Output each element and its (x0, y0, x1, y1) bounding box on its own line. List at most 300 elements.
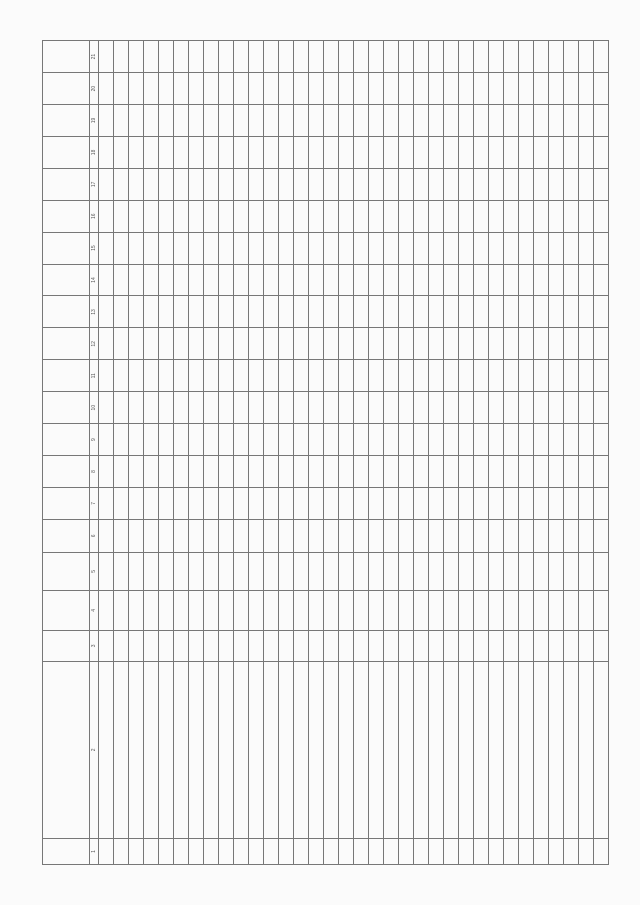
table-cell (309, 392, 324, 424)
table-cell (564, 296, 579, 328)
table-cell (414, 73, 429, 105)
table-cell (249, 424, 264, 456)
table-cell (324, 73, 339, 105)
table-cell (519, 73, 534, 105)
table-cell (579, 41, 594, 73)
table-cell-year (384, 630, 399, 661)
table-cell (264, 264, 279, 296)
table-cell (309, 360, 324, 392)
table-cell-area (549, 590, 564, 630)
table-cell (174, 168, 189, 200)
table-row (99, 41, 114, 865)
table-cell (219, 136, 234, 168)
table-cell (549, 73, 564, 105)
table-cell (519, 424, 534, 456)
table-cell (174, 392, 189, 424)
table-cell (354, 264, 369, 296)
table-cell (189, 264, 204, 296)
table-cell (204, 392, 219, 424)
table-row (549, 41, 564, 865)
table-cell (459, 41, 474, 73)
table-cell-n (264, 839, 279, 865)
table-cell-live (564, 552, 579, 590)
table-cell (594, 519, 609, 552)
header-cell (43, 73, 90, 105)
header-cell (43, 456, 90, 488)
table-cell-n (579, 839, 594, 865)
table-cell (324, 519, 339, 552)
table-cell (249, 328, 264, 360)
table-cell-area (129, 590, 144, 630)
table-cell-addr (474, 661, 489, 838)
table-cell (294, 487, 309, 519)
table-cell-n (399, 839, 414, 865)
table-cell (339, 360, 354, 392)
table-cell-addr (504, 661, 519, 838)
table-cell (204, 360, 219, 392)
table-cell (504, 487, 519, 519)
table-cell (414, 168, 429, 200)
table-cell-live (399, 552, 414, 590)
column-number-cell: 2 (90, 661, 99, 838)
table-cell-year (369, 630, 384, 661)
table-cell (309, 296, 324, 328)
table-cell (159, 392, 174, 424)
table-cell (564, 328, 579, 360)
table-cell-n (369, 839, 384, 865)
table-cell (579, 392, 594, 424)
table-cell-live (534, 552, 549, 590)
table-cell-live (444, 552, 459, 590)
table-cell (534, 519, 549, 552)
table-cell (369, 519, 384, 552)
table-cell (594, 392, 609, 424)
table-cell-area (144, 590, 159, 630)
table-cell-n (189, 839, 204, 865)
table-cell (564, 456, 579, 488)
table-cell (369, 328, 384, 360)
table-cell (579, 424, 594, 456)
table-cell (594, 296, 609, 328)
table-cell (279, 200, 294, 232)
table-cell-year (129, 630, 144, 661)
table-cell (309, 200, 324, 232)
table-cell (174, 136, 189, 168)
table-cell (114, 136, 129, 168)
table-cell (99, 519, 114, 552)
table-cell-year (564, 630, 579, 661)
table-cell (279, 360, 294, 392)
table-cell-year (114, 630, 129, 661)
table-cell (294, 328, 309, 360)
table-cell (339, 200, 354, 232)
table-cell (444, 232, 459, 264)
table-cell-n (114, 839, 129, 865)
table-cell-n (249, 839, 264, 865)
header-cell (43, 424, 90, 456)
table-cell (399, 264, 414, 296)
table-cell (144, 200, 159, 232)
table-cell-live (369, 552, 384, 590)
table-cell-area (519, 590, 534, 630)
table-cell-addr (234, 661, 249, 838)
table-cell (219, 168, 234, 200)
table-cell (399, 73, 414, 105)
table-cell (459, 232, 474, 264)
table-cell (549, 168, 564, 200)
table-cell (174, 200, 189, 232)
table-cell (414, 105, 429, 137)
table-cell (594, 487, 609, 519)
table-cell-live (264, 552, 279, 590)
table-row (279, 41, 294, 865)
table-cell (534, 168, 549, 200)
table-cell (189, 168, 204, 200)
table-cell (399, 456, 414, 488)
table-cell-area (159, 590, 174, 630)
table-cell (129, 328, 144, 360)
table-cell (489, 360, 504, 392)
table-cell (174, 41, 189, 73)
table-cell-n (534, 839, 549, 865)
column-number-cell: 7 (90, 487, 99, 519)
table-cell (519, 487, 534, 519)
table-cell (504, 360, 519, 392)
table-cell-area (174, 590, 189, 630)
table-cell (504, 456, 519, 488)
table-row (249, 41, 264, 865)
table-cell-year (429, 630, 444, 661)
table-row (564, 41, 579, 865)
table-cell (264, 200, 279, 232)
table-cell (339, 41, 354, 73)
table-cell (414, 200, 429, 232)
table-cell (309, 487, 324, 519)
column-number-cell: 9 (90, 424, 99, 456)
table-cell (174, 456, 189, 488)
table-cell (444, 105, 459, 137)
table-cell-year (594, 630, 609, 661)
table-cell-n (99, 839, 114, 865)
table-cell (189, 487, 204, 519)
table-cell (174, 264, 189, 296)
table-cell (459, 487, 474, 519)
table-cell (309, 41, 324, 73)
table-cell (474, 200, 489, 232)
table-cell-addr (399, 661, 414, 838)
table-cell (399, 232, 414, 264)
table-cell (459, 456, 474, 488)
table-row (504, 41, 519, 865)
table-cell (99, 41, 114, 73)
table-cell (99, 328, 114, 360)
table-cell (549, 264, 564, 296)
table-cell-area (564, 590, 579, 630)
table-cell (159, 360, 174, 392)
table-cell (474, 487, 489, 519)
table-cell (354, 296, 369, 328)
table-cell (519, 232, 534, 264)
table-cell (429, 296, 444, 328)
table-cell (549, 296, 564, 328)
table-cell (129, 392, 144, 424)
table-cell (309, 424, 324, 456)
table-cell (429, 105, 444, 137)
table-cell (444, 360, 459, 392)
table-cell (594, 73, 609, 105)
table-cell-year (264, 630, 279, 661)
header-cell (43, 296, 90, 328)
table-cell (219, 200, 234, 232)
table-cell (579, 232, 594, 264)
table-cell (459, 296, 474, 328)
table-cell (114, 424, 129, 456)
table-cell (174, 519, 189, 552)
table-cell (384, 168, 399, 200)
table-cell (174, 328, 189, 360)
table-cell-addr (384, 661, 399, 838)
table-cell (294, 392, 309, 424)
table-cell-addr (549, 661, 564, 838)
table-cell (189, 296, 204, 328)
table-cell (594, 41, 609, 73)
table-cell (444, 392, 459, 424)
table-cell (339, 73, 354, 105)
table-cell (564, 360, 579, 392)
table-cell (234, 73, 249, 105)
table-cell (279, 296, 294, 328)
column-number-cell: 12 (90, 328, 99, 360)
header-cell (43, 590, 90, 630)
table-cell (264, 105, 279, 137)
table-cell (564, 200, 579, 232)
table-cell (339, 519, 354, 552)
table-cell (279, 73, 294, 105)
table-cell (579, 360, 594, 392)
table-cell (174, 296, 189, 328)
table-cell (384, 264, 399, 296)
table-cell (279, 519, 294, 552)
table-cell (309, 232, 324, 264)
table-cell (384, 105, 399, 137)
table-cell (129, 168, 144, 200)
table-cell (399, 392, 414, 424)
table-cell (189, 392, 204, 424)
table-cell (534, 41, 549, 73)
table-cell (144, 296, 159, 328)
table-cell (549, 136, 564, 168)
table-cell (354, 200, 369, 232)
table-cell-addr (354, 661, 369, 838)
table-cell (369, 456, 384, 488)
table-cell (399, 168, 414, 200)
table-cell (429, 41, 444, 73)
table-cell-addr (204, 661, 219, 838)
table-cell (99, 136, 114, 168)
table-cell (294, 296, 309, 328)
table-cell (354, 424, 369, 456)
table-cell (99, 264, 114, 296)
table-cell (414, 424, 429, 456)
table-cell (114, 296, 129, 328)
table-cell (99, 392, 114, 424)
header-cell (43, 41, 90, 73)
column-number-cell: 17 (90, 168, 99, 200)
table-cell (504, 392, 519, 424)
table-cell (459, 392, 474, 424)
table-cell (249, 105, 264, 137)
header-cell (43, 661, 90, 838)
column-number-cell: 20 (90, 73, 99, 105)
table-row (324, 41, 339, 865)
table-cell (234, 328, 249, 360)
table-cell-year (534, 630, 549, 661)
table-cell (279, 487, 294, 519)
table-cell (474, 264, 489, 296)
table-row (474, 41, 489, 865)
table-cell (384, 41, 399, 73)
table-cell-n (594, 839, 609, 865)
table-cell (399, 200, 414, 232)
table-row (534, 41, 549, 865)
table-cell (129, 73, 144, 105)
table-cell (354, 232, 369, 264)
column-number-cell: 11 (90, 360, 99, 392)
table-cell (219, 296, 234, 328)
table-cell (594, 232, 609, 264)
table-cell (279, 328, 294, 360)
table-cell-live (324, 552, 339, 590)
table-cell (294, 424, 309, 456)
table-row (219, 41, 234, 865)
table-cell (294, 264, 309, 296)
table-cell (369, 200, 384, 232)
table-cell (489, 264, 504, 296)
table-cell (504, 168, 519, 200)
table-cell (399, 328, 414, 360)
table-row (234, 41, 249, 865)
table-cell (369, 136, 384, 168)
table-cell (249, 41, 264, 73)
table-cell (264, 424, 279, 456)
table-cell (144, 232, 159, 264)
table-cell-addr (249, 661, 264, 838)
housing-repair-table (42, 40, 609, 865)
table-cell (189, 424, 204, 456)
column-number-cell: 15 (90, 232, 99, 264)
table-cell (204, 519, 219, 552)
table-cell (579, 519, 594, 552)
table-cell (444, 168, 459, 200)
table-cell-n (129, 839, 144, 865)
table-cell (369, 264, 384, 296)
table-cell (264, 360, 279, 392)
table-cell (474, 328, 489, 360)
table-cell (429, 424, 444, 456)
table-cell (114, 200, 129, 232)
table-cell (339, 264, 354, 296)
table-cell (399, 136, 414, 168)
table-cell (99, 487, 114, 519)
table-cell (219, 105, 234, 137)
table-cell (549, 456, 564, 488)
table-cell-live (219, 552, 234, 590)
table-cell (279, 136, 294, 168)
column-number-cell: 1 (90, 839, 99, 865)
table-cell (309, 456, 324, 488)
table-cell (354, 519, 369, 552)
header-cell (43, 630, 90, 661)
table-cell (219, 360, 234, 392)
table-cell (474, 360, 489, 392)
table-cell (354, 328, 369, 360)
table-cell (234, 136, 249, 168)
table-cell (369, 232, 384, 264)
table-cell-n (459, 839, 474, 865)
table-cell-addr (459, 661, 474, 838)
table-cell (324, 264, 339, 296)
table-cell (489, 105, 504, 137)
table-cell (519, 296, 534, 328)
table-cell (459, 168, 474, 200)
table-cell-n (204, 839, 219, 865)
table-cell-area (429, 590, 444, 630)
table-cell (204, 456, 219, 488)
table-cell (144, 73, 159, 105)
table-cell (549, 328, 564, 360)
table-cell (189, 200, 204, 232)
table-cell (549, 392, 564, 424)
table-cell (564, 424, 579, 456)
table-cell (264, 73, 279, 105)
table-cell (234, 360, 249, 392)
table-cell (294, 200, 309, 232)
table-cell-n (504, 839, 519, 865)
table-cell (324, 296, 339, 328)
table-cell-area (324, 590, 339, 630)
table-cell (354, 456, 369, 488)
table-cell (429, 487, 444, 519)
table-cell (504, 73, 519, 105)
table-cell-area (369, 590, 384, 630)
table-cell-n (294, 839, 309, 865)
table-cell (384, 519, 399, 552)
table-cell (594, 136, 609, 168)
table-cell (309, 519, 324, 552)
table-cell (219, 519, 234, 552)
table-cell (459, 73, 474, 105)
table-cell (144, 487, 159, 519)
header-cell (43, 200, 90, 232)
table-cell-area (234, 590, 249, 630)
table-cell-n (354, 839, 369, 865)
table-cell-area (99, 590, 114, 630)
table-cell-year (204, 630, 219, 661)
table-cell (474, 105, 489, 137)
table-cell (384, 232, 399, 264)
table-cell (174, 232, 189, 264)
table-cell-area (264, 590, 279, 630)
table-cell-live (339, 552, 354, 590)
table-cell (459, 200, 474, 232)
table-cell (114, 41, 129, 73)
table-cell (399, 296, 414, 328)
table-cell-n (564, 839, 579, 865)
column-number-row (90, 41, 99, 865)
table-row (369, 41, 384, 865)
housing-repair-table-sheet (42, 40, 598, 865)
table-cell-live (429, 552, 444, 590)
